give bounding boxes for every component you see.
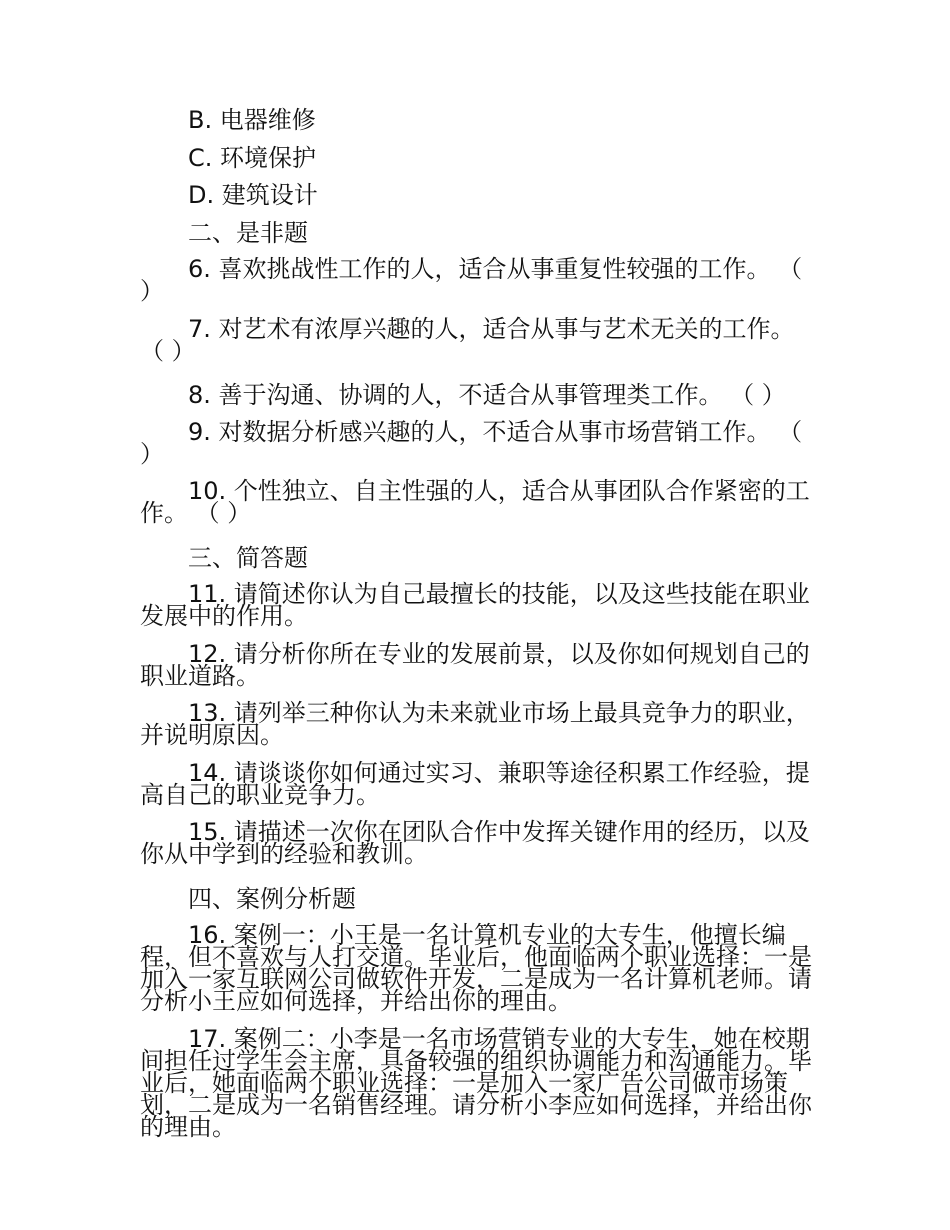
question-11: 11. 请简述你认为自己最擅长的技能，以及这些技能在职业发展中的作用。 xyxy=(140,580,810,630)
section-heading-true-false: 二、是非题 xyxy=(188,218,308,247)
section-heading-case-analysis: 四、案例分析题 xyxy=(188,884,356,913)
document-page xyxy=(140,102,812,1153)
question-6: 6. 喜欢挑战性工作的人，适合从事重复性较强的工作。 （ ） xyxy=(140,255,803,305)
option-d: D. 建筑设计 xyxy=(188,181,318,209)
question-7: 7. 对艺术有浓厚兴趣的人，适合从事与艺术无关的工作。 （ ） xyxy=(140,314,795,365)
question-13: 13. 请列举三种你认为未来就业市场上最具竞争力的职业，并说明原因。 xyxy=(140,699,810,749)
question-14: 14. 请谈谈你如何通过实习、兼职等途径积累工作经验，提高自己的职业竞争力。 xyxy=(140,758,810,809)
question-15: 15. 请描述一次你在团队合作中发挥关键作用的经历，以及你从中学到的经验和教训。 xyxy=(140,818,810,868)
question-8: 8. 善于沟通、协调的人，不适合从事管理类工作。 （ ） xyxy=(188,381,786,409)
question-12: 12. 请分析你所在专业的发展前景，以及你如何规划自己的职业道路。 xyxy=(140,639,810,690)
question-16: 16. 案例一：小王是一名计算机专业的大专生，他擅长编程，但不喜欢与人打交道。毕业后，他面临两个职业选择：一是加入一家互联网公司做软件开发，二是成为一名计算机老师。请分析小王应如何选择，并给出你的理由。 xyxy=(140,921,812,1015)
question-9: 9. 对数据分析感兴趣的人，不适合从事市场营销工作。 （ ） xyxy=(140,417,803,468)
question-17: 17. 案例二：小李是一名市场营销专业的大专生，她在校期间担任过学生会主席，具备较强的组织协调能力和沟通能力。毕业后，她面临两个职业选择：一是加入一家广告公司做市场策划，二是成为一名销售经理。请分析小李应如何选择，并给出你的理由。 xyxy=(140,1024,812,1141)
option-b: B. 电器维修 xyxy=(188,106,316,134)
section-heading-short-answer: 三、简答题 xyxy=(188,543,308,572)
question-10: 10. 个性独立、自主性强的人，适合从事团队合作紧密的工作。 （ ） xyxy=(140,477,810,527)
option-c: C. 环境保护 xyxy=(188,143,317,172)
